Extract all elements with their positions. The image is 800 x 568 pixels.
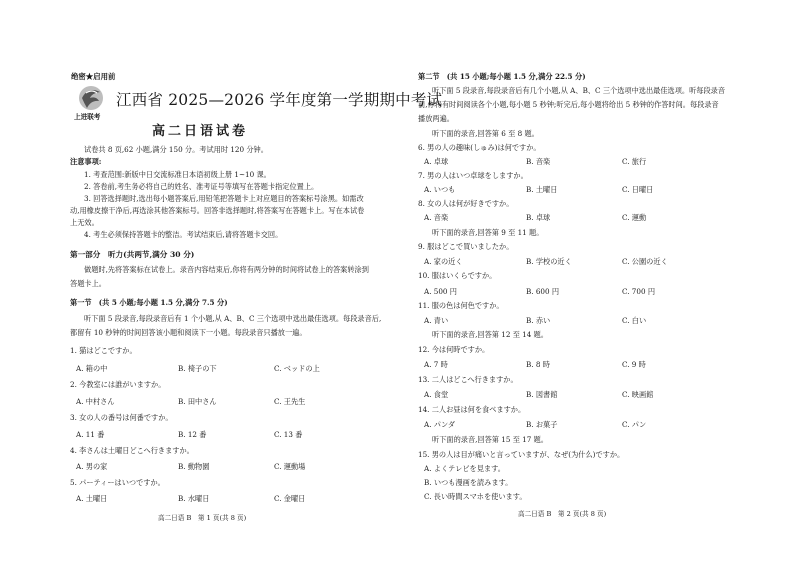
section2-instr: 前,你将有时间阅读各个小题,每小题 5 秒钟;听完后,每小题将给出 5 秒钟的作答时间。每段录音 xyxy=(418,100,719,109)
page-footer: 高二日语 B 第 2 页(共 8 页) xyxy=(518,510,607,518)
option-c: C. ベッドの上 xyxy=(274,364,320,373)
section1-instr: 都留有 10 秒钟的时间回答该小题和阅读下一小题。每段录音只播放一遍。 xyxy=(70,328,307,337)
logo-text: 上进联考 xyxy=(74,113,101,121)
page-right xyxy=(400,0,800,568)
part1-heading: 第一部分 听力(共两节,满分 30 分) xyxy=(70,250,195,259)
question: 15. 男の人は目が痛いと言っていますが、なぜ(为什么)ですか。 xyxy=(418,450,625,459)
option-c: C. 金曜日 xyxy=(274,494,306,503)
section2-heading: 第二节 (共 15 小题;每小题 1.5 分,满分 22.5 分) xyxy=(418,72,586,81)
question: 12. 今は何時ですか。 xyxy=(418,345,490,354)
option-a: A. 中村さん xyxy=(76,397,115,406)
lead-text: 听下面的录音,回答第 6 至 8 题。 xyxy=(432,129,539,138)
option-b: B. 田中さん xyxy=(178,397,217,406)
option-c: C. 9 時 xyxy=(622,360,646,369)
question: 11. 服の色は何色ですか。 xyxy=(418,301,504,310)
option-a: A. 箱の中 xyxy=(76,364,108,373)
option-a: A. 500 円 xyxy=(424,287,457,296)
note-line: 3. 回答选择题时,选出每小题答案后,用铅笔把答题卡上对应题目的答案标号涂黑。如需改 xyxy=(84,194,364,203)
option-b: B. 椅子の下 xyxy=(178,364,217,373)
section1-heading: 第一节 (共 5 小题;每小题 1.5 分,满分 7.5 分) xyxy=(70,298,228,307)
option-a: A. よくテレビを見ます。 xyxy=(424,464,505,473)
option-b: B. お菓子 xyxy=(526,420,558,429)
option-a: A. 土曜日 xyxy=(76,494,108,503)
option-b: B. いつも漫画を読みます。 xyxy=(424,478,513,487)
lead-text: 听下面的录音,回答第 9 至 11 题。 xyxy=(432,228,544,237)
subject-title: 高二日语试卷 xyxy=(151,124,248,139)
question: 14. 二人お昼は何を食べますか。 xyxy=(418,405,526,414)
section2-instr: 听下面 5 段录音,每段录音后有几个小题,从 A、B、C 三个选项中选出最佳选项。听每段录音 xyxy=(432,86,726,95)
lead-text: 听下面的录音,回答第 12 至 14 题。 xyxy=(432,330,548,339)
option-c: C. 旅行 xyxy=(622,157,647,166)
question: 4. 李さんは土曜日どこへ行きますか。 xyxy=(70,446,194,455)
option-a: A. 音楽 xyxy=(424,213,449,222)
option-b: B. 卓球 xyxy=(526,213,551,222)
note-line: 动,用橡皮擦干净后,再选涂其他答案标号。回答非选择题时,将答案写在答题卡上。写在本试卷 xyxy=(70,206,365,215)
intro-text: 试卷共 8 页,62 小题,满分 150 分。考试用时 120 分钟。 xyxy=(84,145,268,154)
option-a: A. 家の近く xyxy=(424,257,463,266)
option-a: A. 食堂 xyxy=(424,390,449,399)
exam-title: 江西省 2025—2026 学年度第一学期期中考试 xyxy=(116,91,443,109)
option-a: A. 男の家 xyxy=(76,462,108,471)
question: 3. 女の人の番号は何番ですか。 xyxy=(70,413,173,422)
question: 5. パーティーはいつですか。 xyxy=(70,478,165,487)
note-line: 上无效。 xyxy=(70,218,99,227)
question: 6. 男の人の趣味(しゅみ)は何ですか。 xyxy=(418,143,541,152)
option-a: A. 7 時 xyxy=(424,360,448,369)
secret-label: 绝密★启用前 xyxy=(71,72,116,81)
option-b: B. 動物園 xyxy=(178,462,210,471)
part1-instr: 答题卡上。 xyxy=(70,279,106,288)
note-line: 2. 答卷前,考生务必将自己的姓名、准考证号等填写在答题卡指定位置上。 xyxy=(84,182,319,191)
option-c: C. 運動 xyxy=(622,213,647,222)
note-line: 1. 考查范围:新版中日交流标准日本语初级上册 1~10 课。 xyxy=(84,170,271,179)
question: 9. 服はどこで買いましたか。 xyxy=(418,242,514,251)
option-c: C. 公園の近く xyxy=(622,257,668,266)
option-c: C. 王先生 xyxy=(274,397,306,406)
question: 1. 猫はどこですか。 xyxy=(70,346,137,355)
option-c: C. 映画館 xyxy=(622,390,654,399)
question: 7. 男の人はいつ卓球をしますか。 xyxy=(418,171,528,180)
option-c: C. 13 番 xyxy=(274,430,303,439)
option-c: C. 700 円 xyxy=(622,287,656,296)
question: 8. 女の人は何が好きですか。 xyxy=(418,199,514,208)
section2-instr: 播放两遍。 xyxy=(418,114,454,123)
option-c: C. パン xyxy=(622,420,647,429)
option-b: B. 12 番 xyxy=(178,430,207,439)
option-b: B. 音楽 xyxy=(526,157,551,166)
option-b: B. 赤い xyxy=(526,316,551,325)
option-b: B. 600 円 xyxy=(526,287,560,296)
part1-instr: 做题时,先将答案标在试卷上。录音内容结束后,你将有两分钟的时间将试卷上的答案转涂到 xyxy=(84,265,369,274)
option-b: B. 学校の近く xyxy=(526,257,572,266)
notes-title: 注意事项: xyxy=(70,157,102,166)
page-footer: 高二日语 B 第 1 页(共 8 页) xyxy=(158,514,247,522)
option-c: C. 日曜日 xyxy=(622,185,654,194)
option-b: B. 8 時 xyxy=(526,360,550,369)
publisher-logo xyxy=(74,84,108,120)
question: 2. 今教室には誰がいますか。 xyxy=(70,380,166,389)
question: 13. 二人はどこへ行きますか。 xyxy=(418,375,518,384)
option-b: B. 水曜日 xyxy=(178,494,210,503)
option-a: A. いつも xyxy=(424,185,456,194)
option-a: A. 青い xyxy=(424,316,449,325)
option-a: A. パンダ xyxy=(424,420,456,429)
section1-instr: 听下面 5 段录音,每段录音后有 1 个小题,从 A、B、C 三个选项中选出最佳选项。每段录音后, xyxy=(84,314,382,323)
question: 10. 服はいくらですか。 xyxy=(418,271,497,280)
option-a: A. 11 番 xyxy=(76,430,105,439)
option-b: B. 図書館 xyxy=(526,390,558,399)
note-line: 4. 考生必须保持答题卡的整洁。考试结束后,请将答题卡交回。 xyxy=(84,230,283,239)
option-c: C. 長い時間スマホを使います。 xyxy=(424,492,527,501)
lead-text: 听下面的录音,回答第 15 至 17 题。 xyxy=(432,435,548,444)
option-b: B. 土曜日 xyxy=(526,185,558,194)
option-a: A. 卓球 xyxy=(424,157,449,166)
option-c: C. 白い xyxy=(622,316,647,325)
option-c: C. 運動場 xyxy=(274,462,306,471)
